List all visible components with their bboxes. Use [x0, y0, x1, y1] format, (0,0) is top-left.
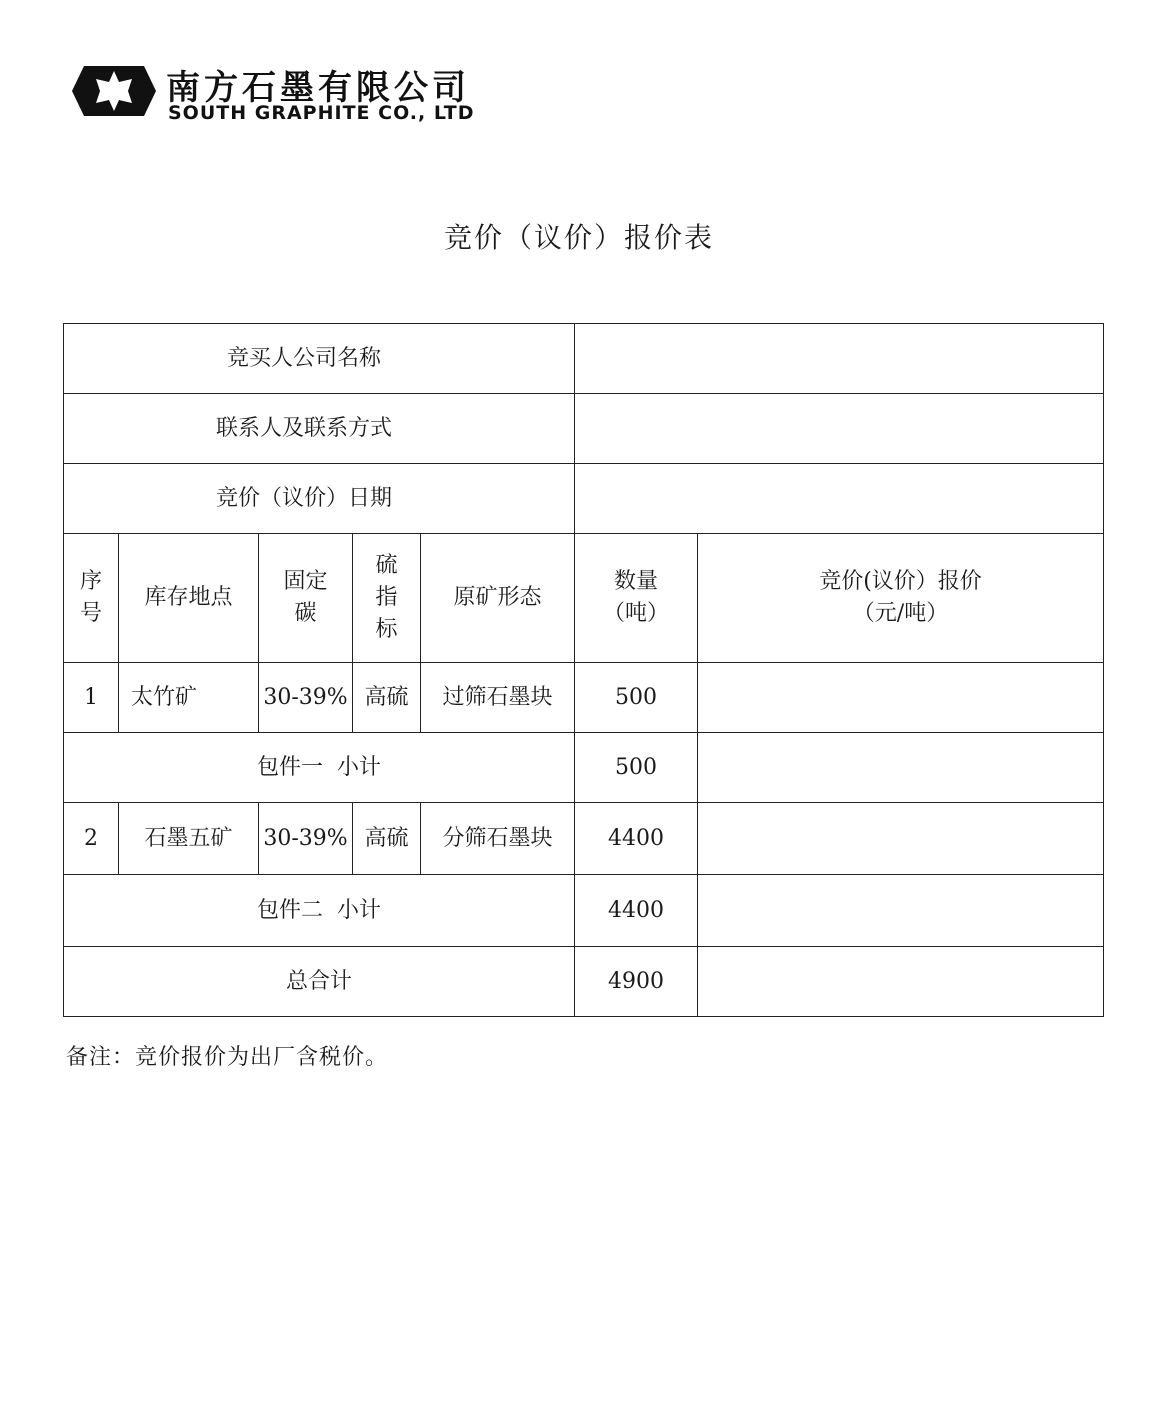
info-row-contact: [64, 394, 1104, 464]
subtotal-quantity: 500: [575, 733, 698, 803]
cell-fixed-carbon: 30-39%: [259, 803, 353, 875]
info-label: 竞价（议价）日期: [64, 464, 575, 534]
header-quantity: 数量（吨）: [575, 534, 698, 663]
subtotal-quantity: 4400: [575, 875, 698, 947]
table-row: [64, 663, 1104, 733]
cell-quote[interactable]: [698, 663, 1104, 733]
cell-ore-form: 分筛石墨块: [421, 803, 575, 875]
header-quote: [698, 534, 1104, 663]
company-name-cn: 南方石墨有限公司: [166, 68, 470, 108]
header-location: 库存地点: [119, 534, 259, 663]
info-row-date: [64, 464, 1104, 534]
info-value[interactable]: [575, 324, 1104, 394]
graphite-logo-icon: [70, 58, 158, 124]
subtotal-label: 包件一 小计: [64, 733, 575, 803]
cell-quantity: 500: [575, 663, 698, 733]
company-logo: [70, 58, 550, 128]
info-label: 竞买人公司名称: [64, 324, 575, 394]
info-label: 联系人及联系方式: [64, 394, 575, 464]
cell-location: 太竹矿: [119, 663, 259, 733]
cell-seq: 2: [64, 803, 119, 875]
subtotal-quote[interactable]: [698, 875, 1104, 947]
cell-fixed-carbon: 30-39%: [259, 663, 353, 733]
cell-ore-form: 过筛石墨块: [421, 663, 575, 733]
cell-quantity: 4400: [575, 803, 698, 875]
header-fixed-carbon: 固定碳: [259, 534, 353, 663]
info-row-company: [64, 324, 1104, 394]
table-row: [64, 803, 1104, 875]
header-ore-form: 原矿形态: [421, 534, 575, 663]
info-value[interactable]: [575, 394, 1104, 464]
cell-quote[interactable]: [698, 803, 1104, 875]
cell-location: 石墨五矿: [119, 803, 259, 875]
column-header-row: [64, 534, 1104, 663]
header-quote-line1: 竞价(议价）报价: [819, 569, 982, 595]
subtotal-row: [64, 733, 1104, 803]
subtotal-label: 包件二 小计: [64, 875, 575, 947]
cell-sulfur: 高硫: [353, 663, 421, 733]
header-sulfur: 硫指标: [353, 534, 421, 663]
info-value[interactable]: [575, 464, 1104, 534]
footnote: 备注：竞价报价为出厂含税价。: [66, 1045, 389, 1070]
cell-sulfur: 高硫: [353, 803, 421, 875]
company-name-en: SOUTH GRAPHITE CO., LTD: [168, 102, 475, 124]
subtotal-quote[interactable]: [698, 733, 1104, 803]
subtotal-row: [64, 875, 1104, 947]
document-title: 竞价（议价）报价表: [443, 221, 714, 254]
total-quantity: 4900: [575, 947, 698, 1017]
quote-table: [63, 323, 1104, 1017]
header-quote-line2: （元/吨）: [852, 601, 949, 626]
total-label: 总合计: [64, 947, 575, 1017]
header-seq: 序号: [64, 534, 119, 663]
total-quote[interactable]: [698, 947, 1104, 1017]
total-row: [64, 947, 1104, 1017]
cell-seq: 1: [64, 663, 119, 733]
